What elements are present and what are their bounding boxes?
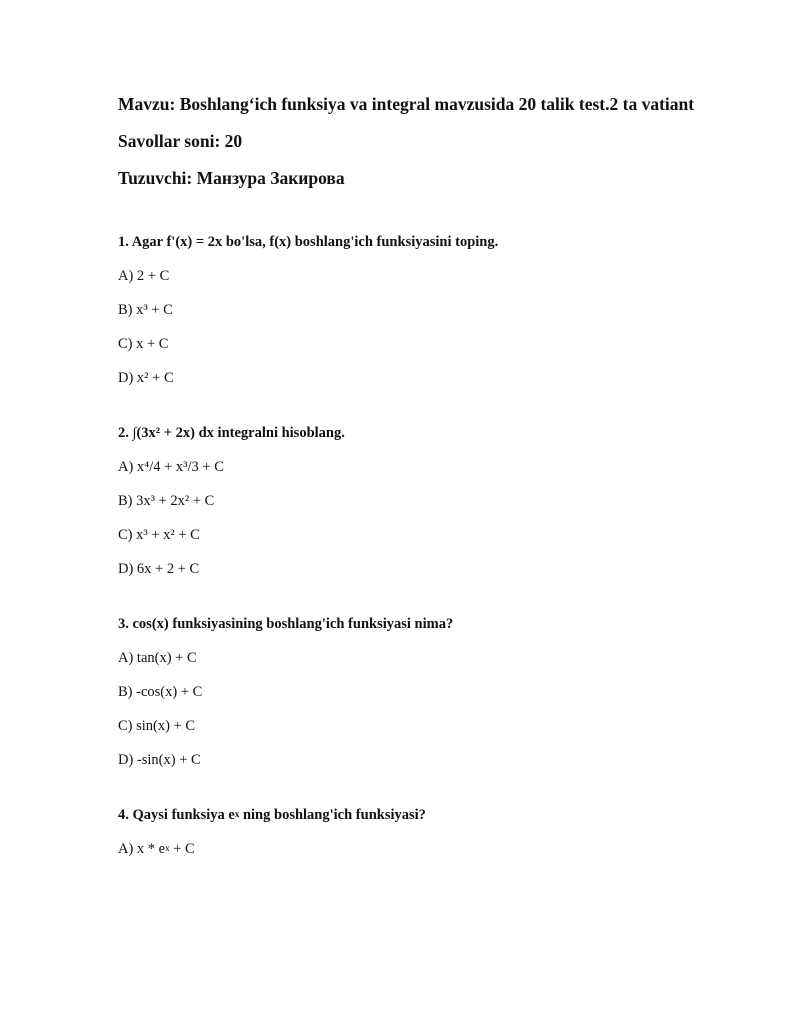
option-d: D) x² + C [118, 370, 174, 386]
question-count: Savollar soni: 20 [118, 131, 243, 151]
option-a: A) 2 + C [118, 268, 170, 284]
option-a [118, 840, 698, 858]
option-prefix: A) x * e [118, 841, 166, 857]
question-text: 3. cos(x) funksiyasining boshlang'ich funksiyasi nima? [118, 616, 454, 632]
option-suffix: + C [169, 841, 195, 857]
option-d: D) -sin(x) + C [118, 752, 201, 768]
option-c: C) x + C [118, 336, 169, 352]
topic-title: Mavzu: Boshlang‘ich funksiya va integral mavzusida 20 talik test.2 ta vatiant [118, 94, 695, 114]
document-page [118, 92, 698, 858]
question-text [118, 806, 698, 824]
question-text: 1. Agar f'(x) = 2x bo'lsa, f(x) boshlang'ich funksiyasini toping. [118, 234, 499, 250]
option-d: D) 6x + 2 + C [118, 561, 200, 577]
exponent: x [165, 843, 170, 853]
question-text-prefix: 4. Qaysi funksiya e [118, 807, 235, 823]
question-text-suffix: ning boshlang'ich funksiyasi? [239, 807, 426, 823]
question-1 [118, 233, 698, 387]
author-line: Tuzuvchi: Манзура Закирова [118, 168, 345, 188]
option-b: B) 3x³ + 2x² + C [118, 493, 215, 509]
question-3 [118, 615, 698, 769]
option-b: B) x³ + C [118, 302, 173, 318]
option-c: C) x³ + x² + C [118, 527, 200, 543]
option-a: A) x⁴/4 + x³/3 + C [118, 459, 224, 475]
option-b: B) -cos(x) + C [118, 684, 203, 700]
question-4 [118, 806, 698, 858]
document-header [118, 92, 698, 191]
exponent: x [234, 809, 240, 819]
option-a: A) tan(x) + C [118, 650, 197, 666]
question-text: 2. ∫(3x² + 2x) dx integralni hisoblang. [118, 425, 345, 441]
question-2 [118, 424, 698, 578]
option-c: C) sin(x) + C [118, 718, 196, 734]
